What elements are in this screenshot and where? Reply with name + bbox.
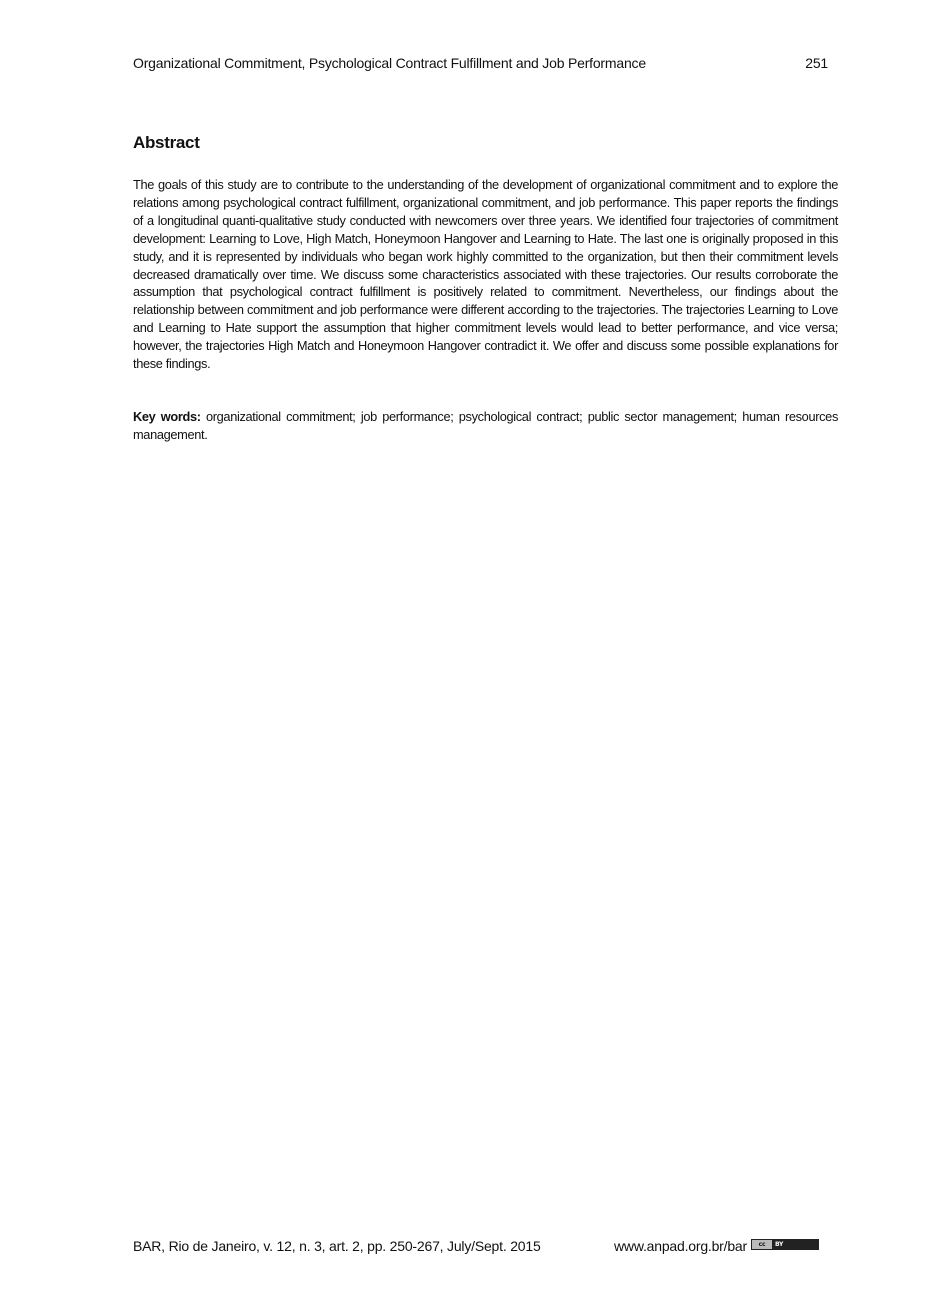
keywords-separator: : (196, 409, 201, 424)
running-head (133, 55, 828, 71)
cc-license-badge-icon[interactable] (751, 1239, 819, 1250)
footer-right (614, 1238, 819, 1254)
journal-url-link[interactable]: www.anpad.org.br/bar (614, 1238, 747, 1254)
cc-badge-right: BY (774, 1240, 784, 1248)
keywords (133, 408, 838, 444)
cc-badge-left: cc (752, 1240, 772, 1249)
keywords-text: organizational commitment; job performance; psychological contract; public sector management; human resources management. (133, 409, 838, 442)
footer-citation: BAR, Rio de Janeiro, v. 12, n. 3, art. 2, pp. 250-267, July/Sept. 2015 (133, 1238, 541, 1254)
page-number: 251 (805, 55, 828, 71)
abstract-heading: Abstract (133, 133, 200, 152)
running-title: Organizational Commitment, Psychological Contract Fulfillment and Job Performance (133, 55, 646, 71)
keywords-label: Key words (133, 409, 197, 424)
abstract-body: The goals of this study are to contribute to the understanding of the development of organizational commitment and to explore the relations among psychological contract fulfillment, organizational commitment, and job performance. This paper reports the findings of a longitudinal quanti-qualitative study conducted with newcomers over three years. We identified four trajectories of commitment development: Learning to Love, High Match, Honeymoon Hangover and Learning to Hate. The last one is originally proposed in this study, and it is represented by individuals who began work highly committed to the organization, but then their commitment levels decreased dramatically over time. We discuss some characteristics associated with these trajectories. Our results corroborate the assumption that psychological contract fulfillment is positively related to commitment. Nevertheless, our findings about the relationship between commitment and job performance were different according to the trajectories. The trajectories Learning to Love and Learning to Hate support the assumption that higher commitment levels would lead to better performance, and vice versa; however, the trajectories High Match and Honeymoon Hangover contradict it. We offer and discuss some possible explanations for these findings. (133, 177, 838, 372)
page-footer (133, 1238, 828, 1258)
